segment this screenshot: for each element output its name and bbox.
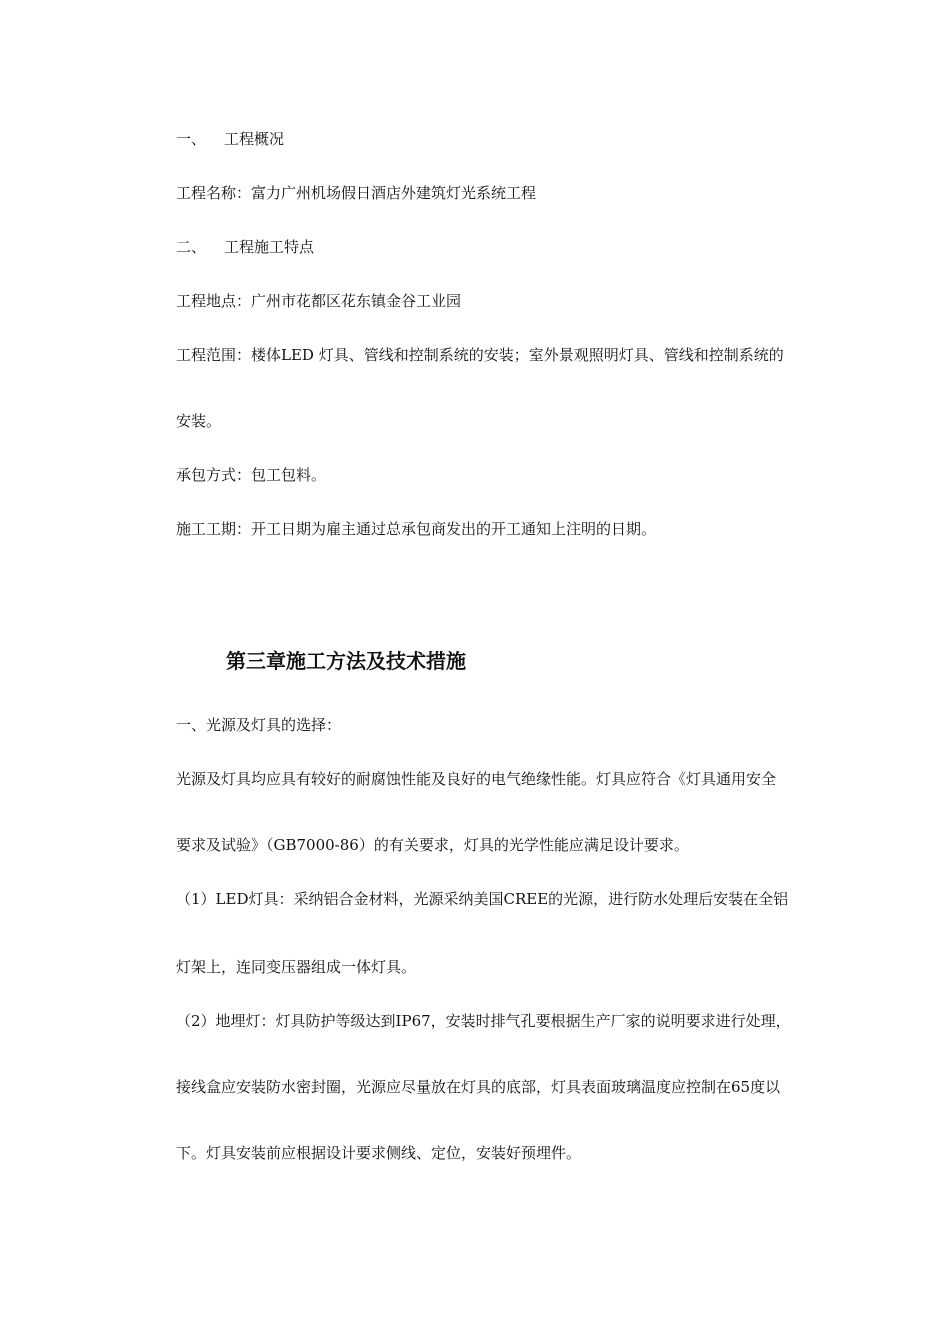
item-2-line-3: 下。灯具安装前应根据设计要求侧线、定位，安装好预埋件。 [176, 1144, 582, 1162]
paragraph-1-line-1: 光源及灯具均应具有较好的耐腐蚀性能及良好的电气绝缘性能。灯具应符合《灯具通用安全 [176, 770, 777, 788]
project-location-line: 工程地点：广州市花都区花东镇金谷工业园 [176, 292, 462, 310]
paragraph-1-line-2: 要求及试验》（GB7000-86）的有关要求，灯具的光学性能应满足设计要求。 [176, 836, 689, 854]
construction-period-line: 施工工期：开工日期为雇主通过总承包商发出的开工通知上注明的日期。 [176, 520, 657, 538]
item-2-line-2: 接线盒应安装防水密封圈，光源应尽量放在灯具的底部，灯具表面玻璃温度应控制在65度以 [176, 1078, 781, 1096]
item-1-line-2: 灯架上，连同变压器组成一体灯具。 [176, 958, 417, 976]
section-2-title: 工程施工特点 [224, 238, 315, 256]
project-scope-line-2: 安装。 [176, 412, 222, 430]
item-2-line-1: （2）地埋灯：灯具防护等级达到IP67，安装时排气孔要根据生产厂家的说明要求进行处理， [176, 1012, 791, 1030]
section-1-title: 工程概况 [224, 130, 285, 148]
contract-mode-line: 承包方式：包工包料。 [176, 466, 327, 484]
project-scope-line-1: 工程范围：楼体LED 灯具、管线和控制系统的安装；室外景观照明灯具、管线和控制系统的 [176, 346, 784, 364]
section-1-heading [176, 129, 284, 149]
project-name-line: 工程名称：富力广州机场假日酒店外建筑灯光系统工程 [176, 184, 537, 202]
section-2-number: 二、 [176, 238, 207, 256]
section-2-heading [176, 237, 314, 257]
chapter-3-title: 第三章施工方法及技术措施 [226, 649, 466, 673]
item-1-line-1: （1）LED灯具：采纳铝合金材料，光源采纳美国CREE的光源，进行防水处理后安装在全铝 [176, 890, 789, 908]
subsection-1-heading: 一、光源及灯具的选择： [176, 716, 342, 734]
section-1-number: 一、 [176, 130, 207, 148]
